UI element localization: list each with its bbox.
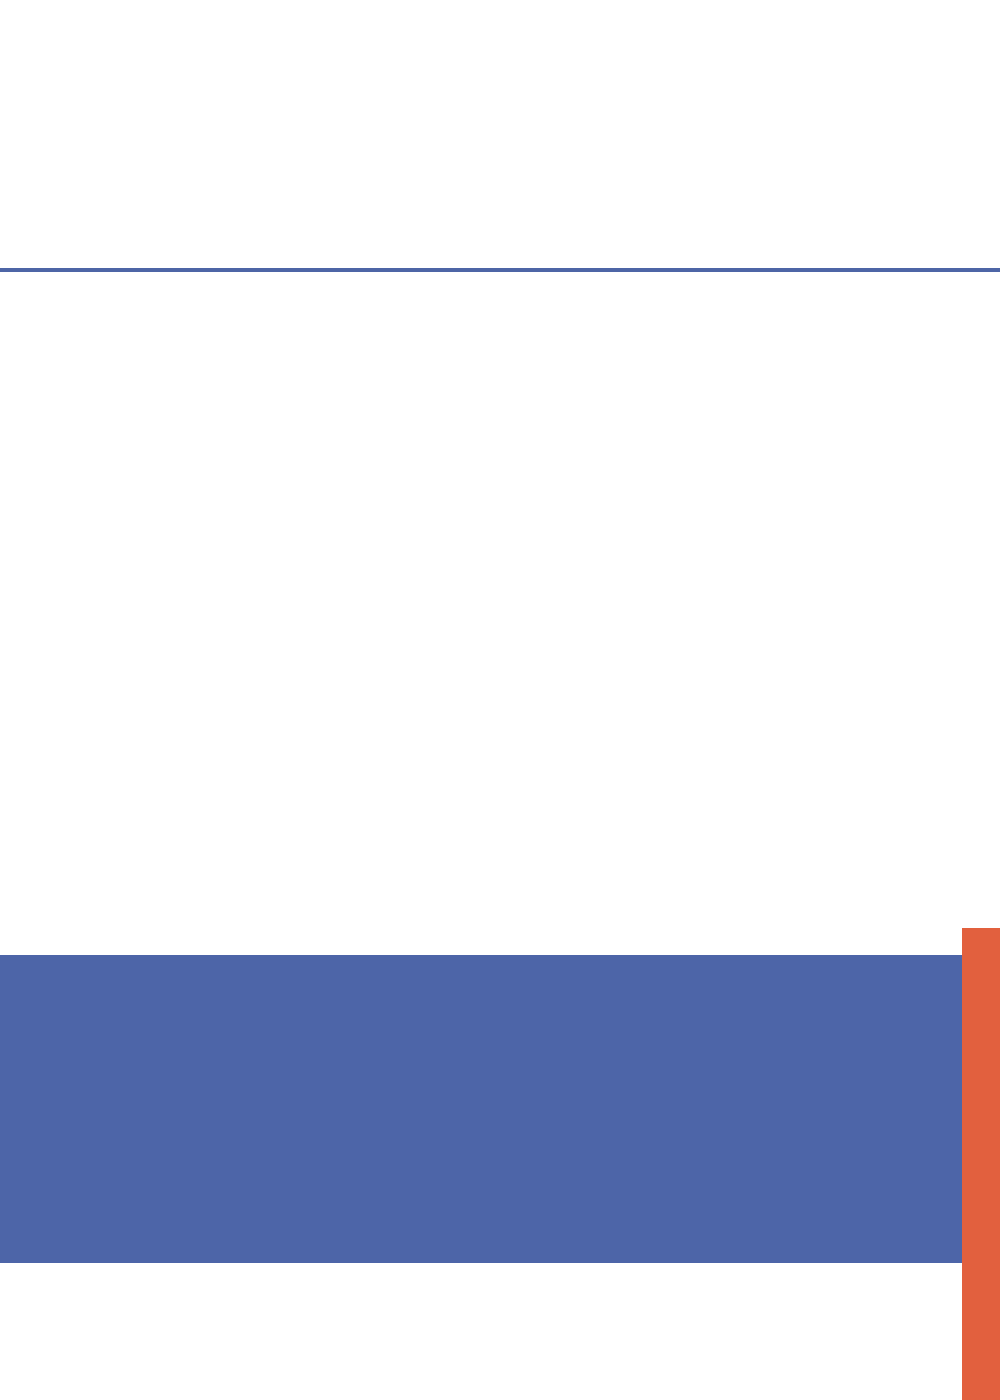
band-wave-decoration bbox=[0, 955, 1000, 1263]
accent-stripe bbox=[962, 928, 1000, 1400]
header-divider bbox=[0, 268, 1000, 272]
top-wave-decoration bbox=[0, 0, 1000, 270]
series-band bbox=[0, 955, 1000, 1263]
